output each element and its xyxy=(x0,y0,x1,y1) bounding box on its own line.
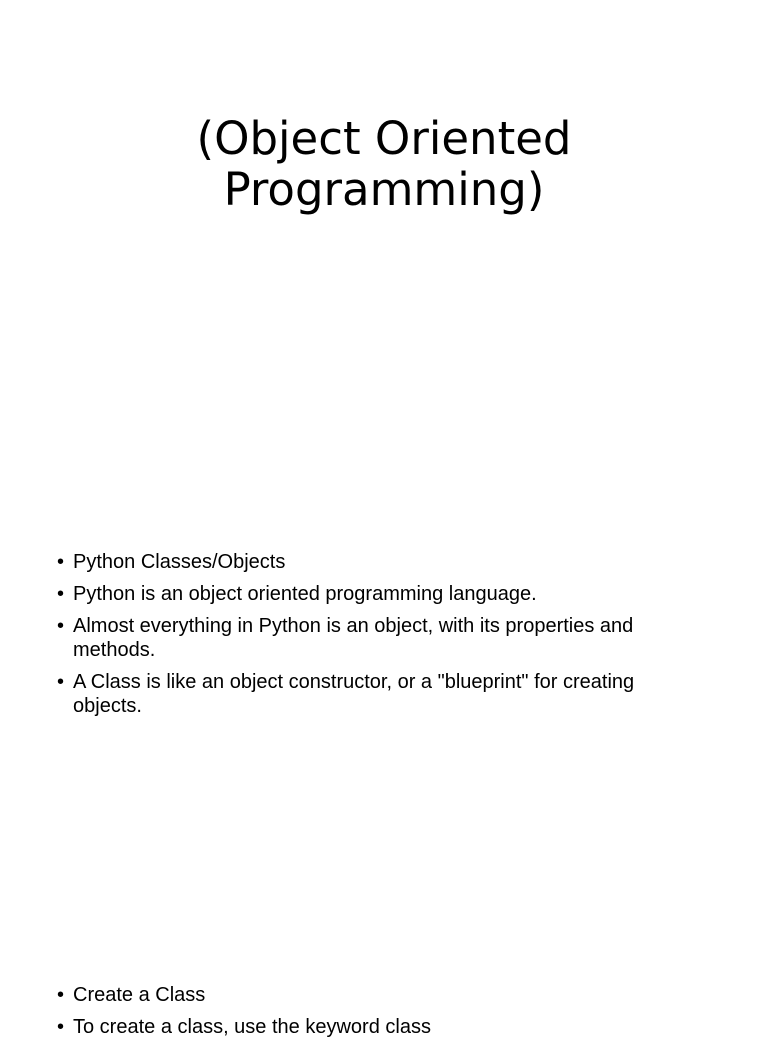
list-item-text: Python is an object oriented programming language. xyxy=(73,583,537,605)
list-item xyxy=(57,614,707,662)
list-item xyxy=(57,582,707,606)
list-item-text: To create a class, use the keyword class xyxy=(73,1016,431,1038)
bullet-list-create-class xyxy=(57,983,707,1047)
list-item-text: A Class is like an object constructor, or a "blueprint" for creating objects. xyxy=(73,671,635,717)
list-item xyxy=(57,550,707,574)
bullet-marker: • xyxy=(57,615,65,637)
slide-title-line-1: (Object Oriented xyxy=(196,112,572,165)
list-item-text: Create a Class xyxy=(73,984,206,1006)
bullet-list-intro xyxy=(57,550,707,726)
list-item-text: Almost everything in Python is an object, with its properties and methods. xyxy=(73,615,634,661)
slide-title-line-2: Programming) xyxy=(223,163,545,216)
bullet-marker: • xyxy=(57,984,65,1006)
list-item-text: Python Classes/Objects xyxy=(73,551,286,573)
bullet-marker: • xyxy=(57,583,65,605)
list-item xyxy=(57,1015,707,1039)
list-item xyxy=(57,983,707,1007)
bullet-marker: • xyxy=(57,1016,65,1038)
slide-title xyxy=(0,113,768,215)
list-item xyxy=(57,670,707,718)
bullet-marker: • xyxy=(57,671,65,693)
bullet-marker: • xyxy=(57,551,65,573)
